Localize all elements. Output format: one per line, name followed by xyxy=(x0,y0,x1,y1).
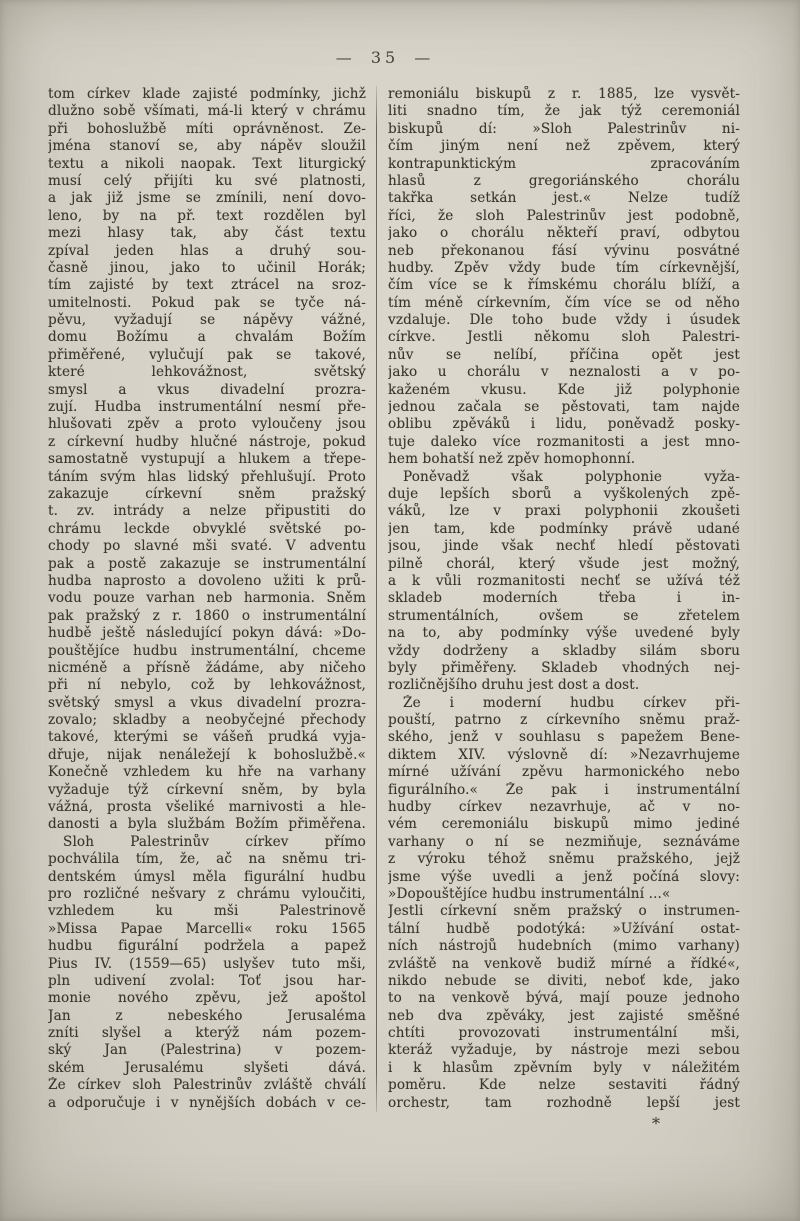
text-line: tální hudbě podotýká: »Užívání ostat- xyxy=(388,920,740,937)
text-line: jsme výše uvedli a jenž počíná slovy: xyxy=(388,868,740,885)
text-line: Jestli církevní sněm pražský o instrumen- xyxy=(388,903,740,920)
text-line: smysl a vkus divadelní prozra- xyxy=(48,381,366,398)
text-line: Že církev sloh Palestrinův zvláště chválí xyxy=(48,1077,366,1094)
text-line: tím méně církevním, čím více se od něho xyxy=(388,294,740,311)
text-line: Jan z nebeského Jerusaléma xyxy=(48,1007,366,1024)
text-line: neb dva zpěváky, jest zajisté směšné xyxy=(388,1007,740,1024)
text-line: Poněvadž však polyphonie vyža- xyxy=(403,468,740,485)
text-line: monie nového zpěvu, jež apoštol xyxy=(48,990,366,1007)
text-line: při bohoslužbě míti oprávněnost. Ze- xyxy=(48,120,366,137)
text-line: Pius IV. (1559—65) uslyšev tuto mši, xyxy=(48,955,366,972)
text-line: leno, by na př. text rozdělen byl xyxy=(48,207,366,224)
text-line: hem bohatší než zpěv homophonní. xyxy=(388,451,636,468)
text-line: říci, že sloh Palestrinův jest podobně, xyxy=(388,207,740,224)
text-line: chrámu leckde obvyklé světské po- xyxy=(48,520,366,537)
text-line: světský smysl a vkus divadelní prozra- xyxy=(48,694,366,711)
text-line: liti snadno tím, že jak týž ceremoniál xyxy=(388,103,740,120)
text-line: nův se nelíbí, příčina opět jest xyxy=(388,346,740,363)
text-line: pilně chorál, který všude jest možný, xyxy=(388,555,740,572)
text-line: i k hlasům zpěvním byly v náležitém xyxy=(388,1059,740,1076)
text-line: rozličnějšího druhu jest dost a dost. xyxy=(388,677,640,694)
text-line: vždy dodrženy a skladby silám sboru xyxy=(388,642,740,659)
text-line: Konečně vzhledem ku hře na varhany xyxy=(48,764,366,781)
text-line: duje lepších sborů a vyškolených zpě- xyxy=(388,485,740,502)
text-columns xyxy=(48,86,740,1112)
text-line: varhany o ní se nezmiňuje, seznáváme xyxy=(388,833,740,850)
text-line: časně jinou, jako to učinil Horák; xyxy=(48,259,366,276)
text-line: vodu pouze varhan neb harmonia. Sněm xyxy=(48,590,366,607)
text-line: z výroku téhož sněmu pražského, jejž xyxy=(388,851,740,868)
text-line: oblibu zpěváků i lidu, poněvadž posky- xyxy=(388,416,740,433)
text-line: diktem XIV. výslovně dí: »Nezavrhujeme xyxy=(388,746,740,763)
text-line: Že i moderní hudbu církev při- xyxy=(403,694,740,711)
text-line: byly přiměřeny. Skladeb vhodných nej- xyxy=(388,659,740,676)
right-column xyxy=(388,86,740,1112)
text-line: tom církev klade zajisté podmínky, jichž xyxy=(48,86,366,102)
text-line: samostatně vystupují a hlukem a třepe- xyxy=(48,451,366,468)
text-line: pak pražský z r. 1860 o instrumentální xyxy=(48,607,366,624)
text-line: hlasů z gregoriánského chorálu xyxy=(388,172,740,189)
text-line: chtíti provozovati instrumentální mši, xyxy=(388,1025,740,1042)
text-line: dřuje, nijak nenáležejí k bohoslužbě.« xyxy=(48,746,366,763)
text-line: které lehkovážnost, světský xyxy=(48,364,366,381)
text-line: skladeb moderních třeba i in- xyxy=(388,590,740,607)
text-line: pak a postě zakazuje se instrumentální xyxy=(48,555,366,572)
text-line: pln udivení zvolal: Toť jsou har- xyxy=(48,972,366,989)
text-line: chody po slavné mši svaté. V adventu xyxy=(48,538,366,555)
text-line: ského, jenž v souhlasu s papežem Bene- xyxy=(388,729,740,746)
text-line: dentském úmysl měla figurální hudbu xyxy=(48,868,366,885)
text-line: jsou, jinde však nechť hledí pěstovati xyxy=(388,538,740,555)
text-line: kaženém vkusu. Kde již polyphonie xyxy=(388,381,740,398)
text-line: zakazuje církevní sněm pražský xyxy=(48,485,366,502)
text-line: na to, aby podmínky výše uvedené byly xyxy=(388,625,740,642)
text-line: Sloh Palestrinův církev přímo xyxy=(63,833,366,850)
text-line: ních nástrojů hudebních (mimo varhany) xyxy=(388,938,740,955)
text-line: hudby. Zpěv vždy bude tím církevnější, xyxy=(388,259,740,276)
text-line: takřka setkán jest.« Nelze tudíž xyxy=(388,190,740,207)
text-line: takové, kterými se vášeň prudká vyja- xyxy=(48,729,366,746)
text-line: zovalo; skladby a neobyčejné přechody xyxy=(48,712,366,729)
text-line: pěvu, vyžadují se nápěvy vážné, xyxy=(48,312,366,329)
text-line: při ní nebylo, což by lehkovážnost, xyxy=(48,677,366,694)
text-line: remoniálu biskupů z r. 1885, lze vysvět- xyxy=(388,86,740,102)
text-line: »Dopouštějíce hudbu instrumentální ...« xyxy=(388,885,671,902)
text-line: to na venkově bývá, mají pouze jednoho xyxy=(388,990,740,1007)
text-line: t. zv. intrády a nelze připustiti do xyxy=(48,503,366,520)
text-line: musí celý přijíti ku své platnosti, xyxy=(48,172,366,189)
text-line: mírné užívání zpěvu harmonického nebo xyxy=(388,764,740,781)
text-line: nicméně a přísně žádáme, aby ničeho xyxy=(48,659,366,676)
text-line: vém ceremoniálu biskupů mimo jediné xyxy=(388,816,740,833)
text-line: jen tam, kde podmínky právě udané xyxy=(388,520,740,537)
text-line: hudba naprosto a dovoleno užiti k prů- xyxy=(48,572,366,589)
text-line: figurálního.« Že pak i instrumentální xyxy=(388,781,740,798)
text-line: orchestr, tam rozhodně lepší jest xyxy=(388,1094,740,1111)
left-column xyxy=(48,86,366,1112)
text-line: jednou začala se pěstovati, tam najde xyxy=(388,399,740,416)
text-line: vyžaduje týž církevní sněm, by byla xyxy=(48,781,366,798)
text-line: z církevní hudby hlučné nástroje, pokud xyxy=(48,433,366,450)
text-line: textu a nikoli naopak. Text liturgický xyxy=(48,155,366,172)
text-line: hudby církev nezavrhuje, ač v no- xyxy=(388,799,740,816)
text-line: čím více se k římskému chorálu blíží, a xyxy=(388,277,740,294)
text-line: vzdaluje. Dle toho bude vždy i úsudek xyxy=(388,312,740,329)
text-line: a odporučuje i v nynějších dobách v ce- xyxy=(48,1094,366,1111)
text-line: »Missa Papae Marcelli« roku 1565 xyxy=(48,920,366,937)
text-line: pro rozličné nešvary z chrámu vyloučiti, xyxy=(48,885,366,902)
text-line: zpíval jeden hlas a druhý sou- xyxy=(48,242,366,259)
text-line: jako u chorálu v neznalosti a v po- xyxy=(388,364,740,381)
text-line: jako o chorálu někteří praví, odbytou xyxy=(388,225,740,242)
text-line: čím jiným není než zpěvem, který xyxy=(388,138,740,155)
text-line: poměru. Kde nelze sestaviti řádný xyxy=(388,1077,740,1094)
text-line: dlužno sobě všímati, má-li který v chrámu xyxy=(48,103,366,120)
text-line: a jak již jsme se zmínili, není dovo- xyxy=(48,190,366,207)
text-line: danosti a byla službám Božím přiměřena. xyxy=(48,816,366,833)
text-line: domu Božímu a chvalám Božím xyxy=(48,329,366,346)
text-line: a k vůli rozmanitosti nechť se užívá též xyxy=(388,572,740,589)
text-line: hudbě ještě následující pokyn dává: »Do- xyxy=(48,625,366,642)
text-line: kteráž vyžaduje, by nástroje mezi sebou xyxy=(388,1042,740,1059)
text-line: nikdo nebude se diviti, neboť kde, jako xyxy=(388,972,740,989)
text-line: církve. Jestli někomu sloh Palestri- xyxy=(388,329,740,346)
text-line: zníti slyšel a kterýž nám pozem- xyxy=(48,1025,366,1042)
page-number: — 35 — xyxy=(335,48,435,67)
text-line: ském Jerusalému slyšeti dává. xyxy=(48,1059,366,1076)
text-line: pochválila tím, že, ač na sněmu tri- xyxy=(48,851,366,868)
text-line: hlušovati zpěv a proto vyloučeny jsou xyxy=(48,416,366,433)
text-line: pouštějíce hudbu instrumentální, chceme xyxy=(48,642,366,659)
text-line: ský Jan (Palestrina) v pozem- xyxy=(48,1042,366,1059)
text-line: vážná, prosta všeliké marnivosti a hle- xyxy=(48,799,366,816)
column-divider xyxy=(376,86,377,1112)
text-line: táním svým hlas lidský přehlušují. Proto xyxy=(48,468,366,485)
text-line: umitelnosti. Pokud pak se tyče ná- xyxy=(48,294,366,311)
text-line: vzhledem ku mši Palestrinově xyxy=(48,903,366,920)
footnote-asterisk: * xyxy=(652,1114,660,1133)
text-line: hudbu figurální podržela a papež xyxy=(48,938,366,955)
text-line: jména stanoví se, aby nápěv sloužil xyxy=(48,138,366,155)
text-line: tím zajisté by text ztrácel na sroz- xyxy=(48,277,366,294)
text-line: pouští, patrno z církevního sněmu praž- xyxy=(388,712,740,729)
text-line: neb překonanou fásí vývinu posvátné xyxy=(388,242,740,259)
text-line: strumentálních, ovšem se zřetelem xyxy=(388,607,740,624)
text-line: tuje daleko více rozmanitosti a jest mno- xyxy=(388,433,740,450)
text-line: zují. Hudba instrumentální nesmí pře- xyxy=(48,399,366,416)
text-line: kontrapunktickým zpracováním xyxy=(388,155,740,172)
text-line: váků, lze v praxi polyphonii zkoušeti xyxy=(388,503,740,520)
text-line: mezi hlasy tak, aby část textu xyxy=(48,225,366,242)
text-line: přiměřené, vylučují pak se takové, xyxy=(48,346,366,363)
text-line: biskupů dí: »Sloh Palestrinův ni- xyxy=(388,120,740,137)
text-line: zvláště na venkově budiž mírné a řídké«, xyxy=(388,955,740,972)
